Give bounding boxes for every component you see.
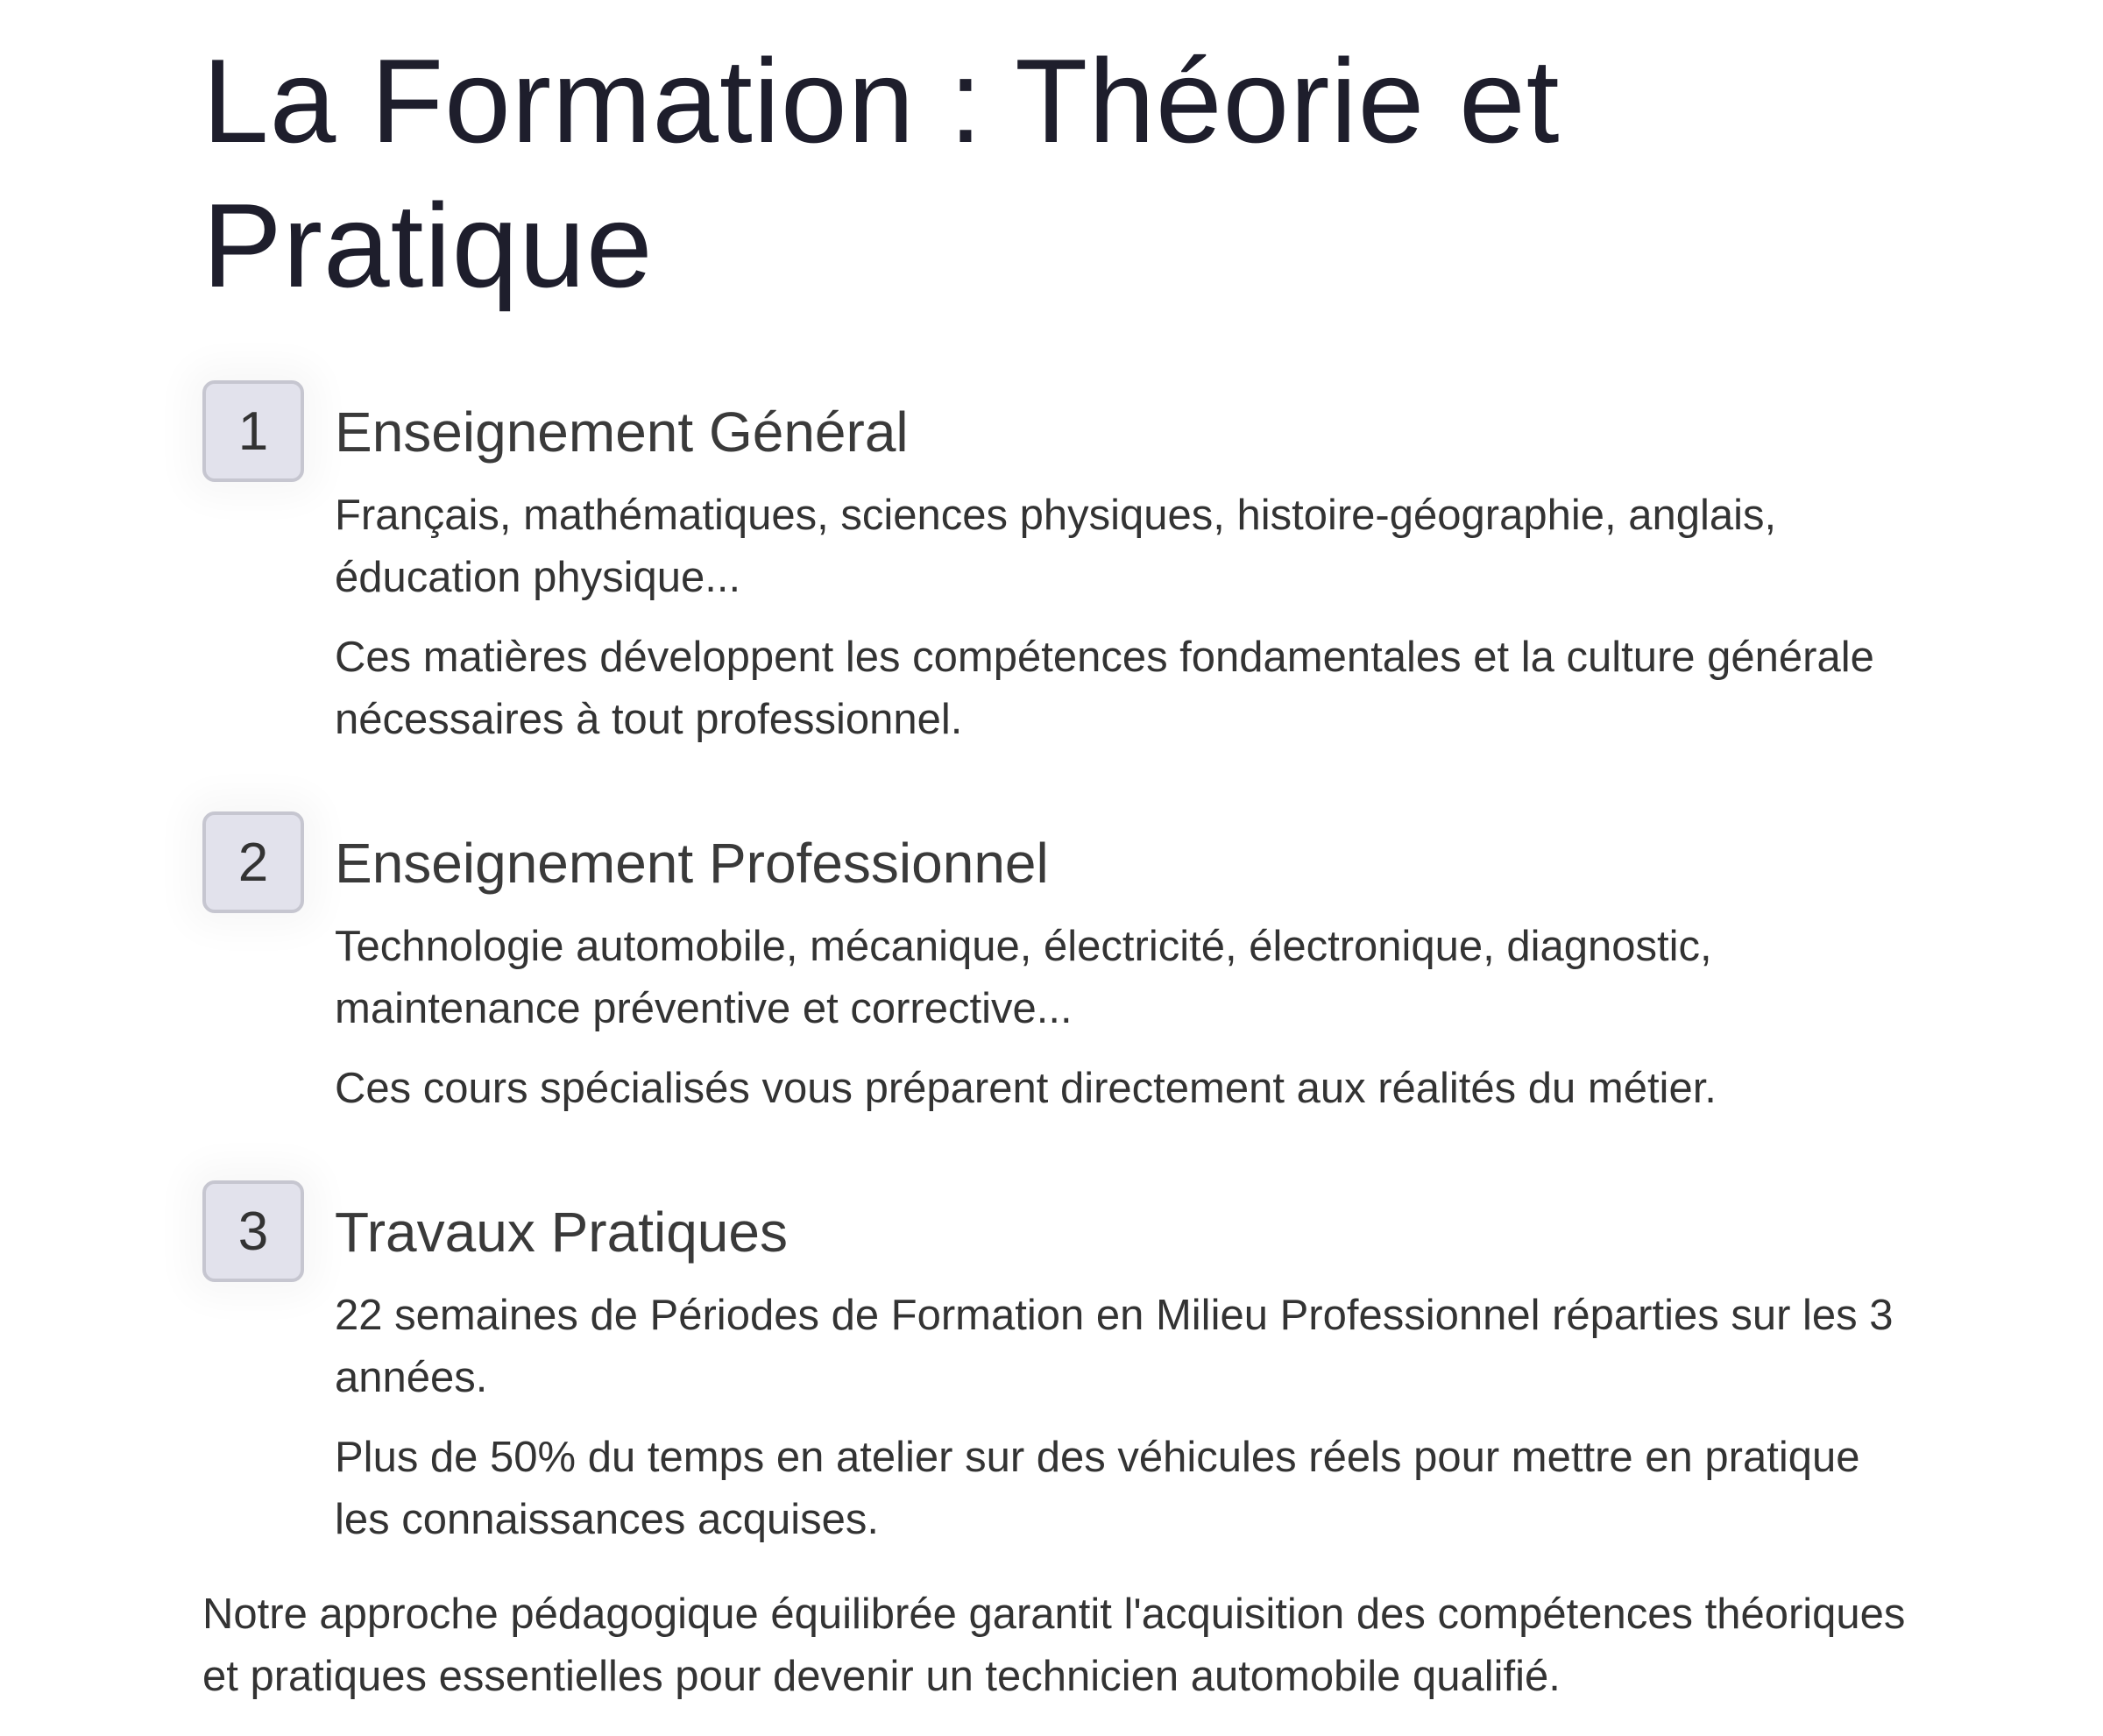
- step-number-badge: 2: [202, 811, 304, 913]
- step-number-badge: 3: [202, 1180, 304, 1282]
- item-paragraph: Technologie automobile, mécanique, électricité, électronique, diagnostic, maintenance préventive et corrective...: [335, 923, 1712, 1032]
- item-heading: Enseignement Professionnel: [335, 832, 1049, 895]
- item-paragraph: 22 semaines de Périodes de Formation en Milieu Professionnel réparties sur les 3 années.: [335, 1292, 1894, 1401]
- list-item-pratiques: [202, 1197, 1920, 1551]
- item-heading: Travaux Pratiques: [335, 1201, 788, 1264]
- formation-list: [202, 397, 1920, 1551]
- item-paragraph: Français, mathématiques, sciences physiques, histoire-géographie, anglais, éducation physique...: [335, 492, 1777, 601]
- item-paragraph: Ces cours spécialisés vous préparent directement aux réalités du métier.: [335, 1065, 1717, 1112]
- item-paragraph: Plus de 50% du temps en atelier sur des véhicules réels pour mettre en pratique les connaissances acquises.: [335, 1434, 1860, 1543]
- item-paragraph: Ces matières développent les compétences fondamentales et la culture générale nécessaires à tout professionnel.: [335, 634, 1874, 743]
- item-heading: Enseignement Général: [335, 400, 909, 464]
- formation-section: [202, 29, 1920, 1708]
- list-item-professionnel: [202, 828, 1920, 1120]
- list-item-general: [202, 397, 1920, 751]
- step-number-badge: 1: [202, 380, 304, 482]
- summary-paragraph: Notre approche pédagogique équilibrée garantit l'acquisition des compétences théoriques et pratiques essentielles pour devenir un technicien automobile qualifié.: [202, 1591, 1906, 1700]
- page-title: La Formation : Théorie et Pratique: [202, 34, 1561, 312]
